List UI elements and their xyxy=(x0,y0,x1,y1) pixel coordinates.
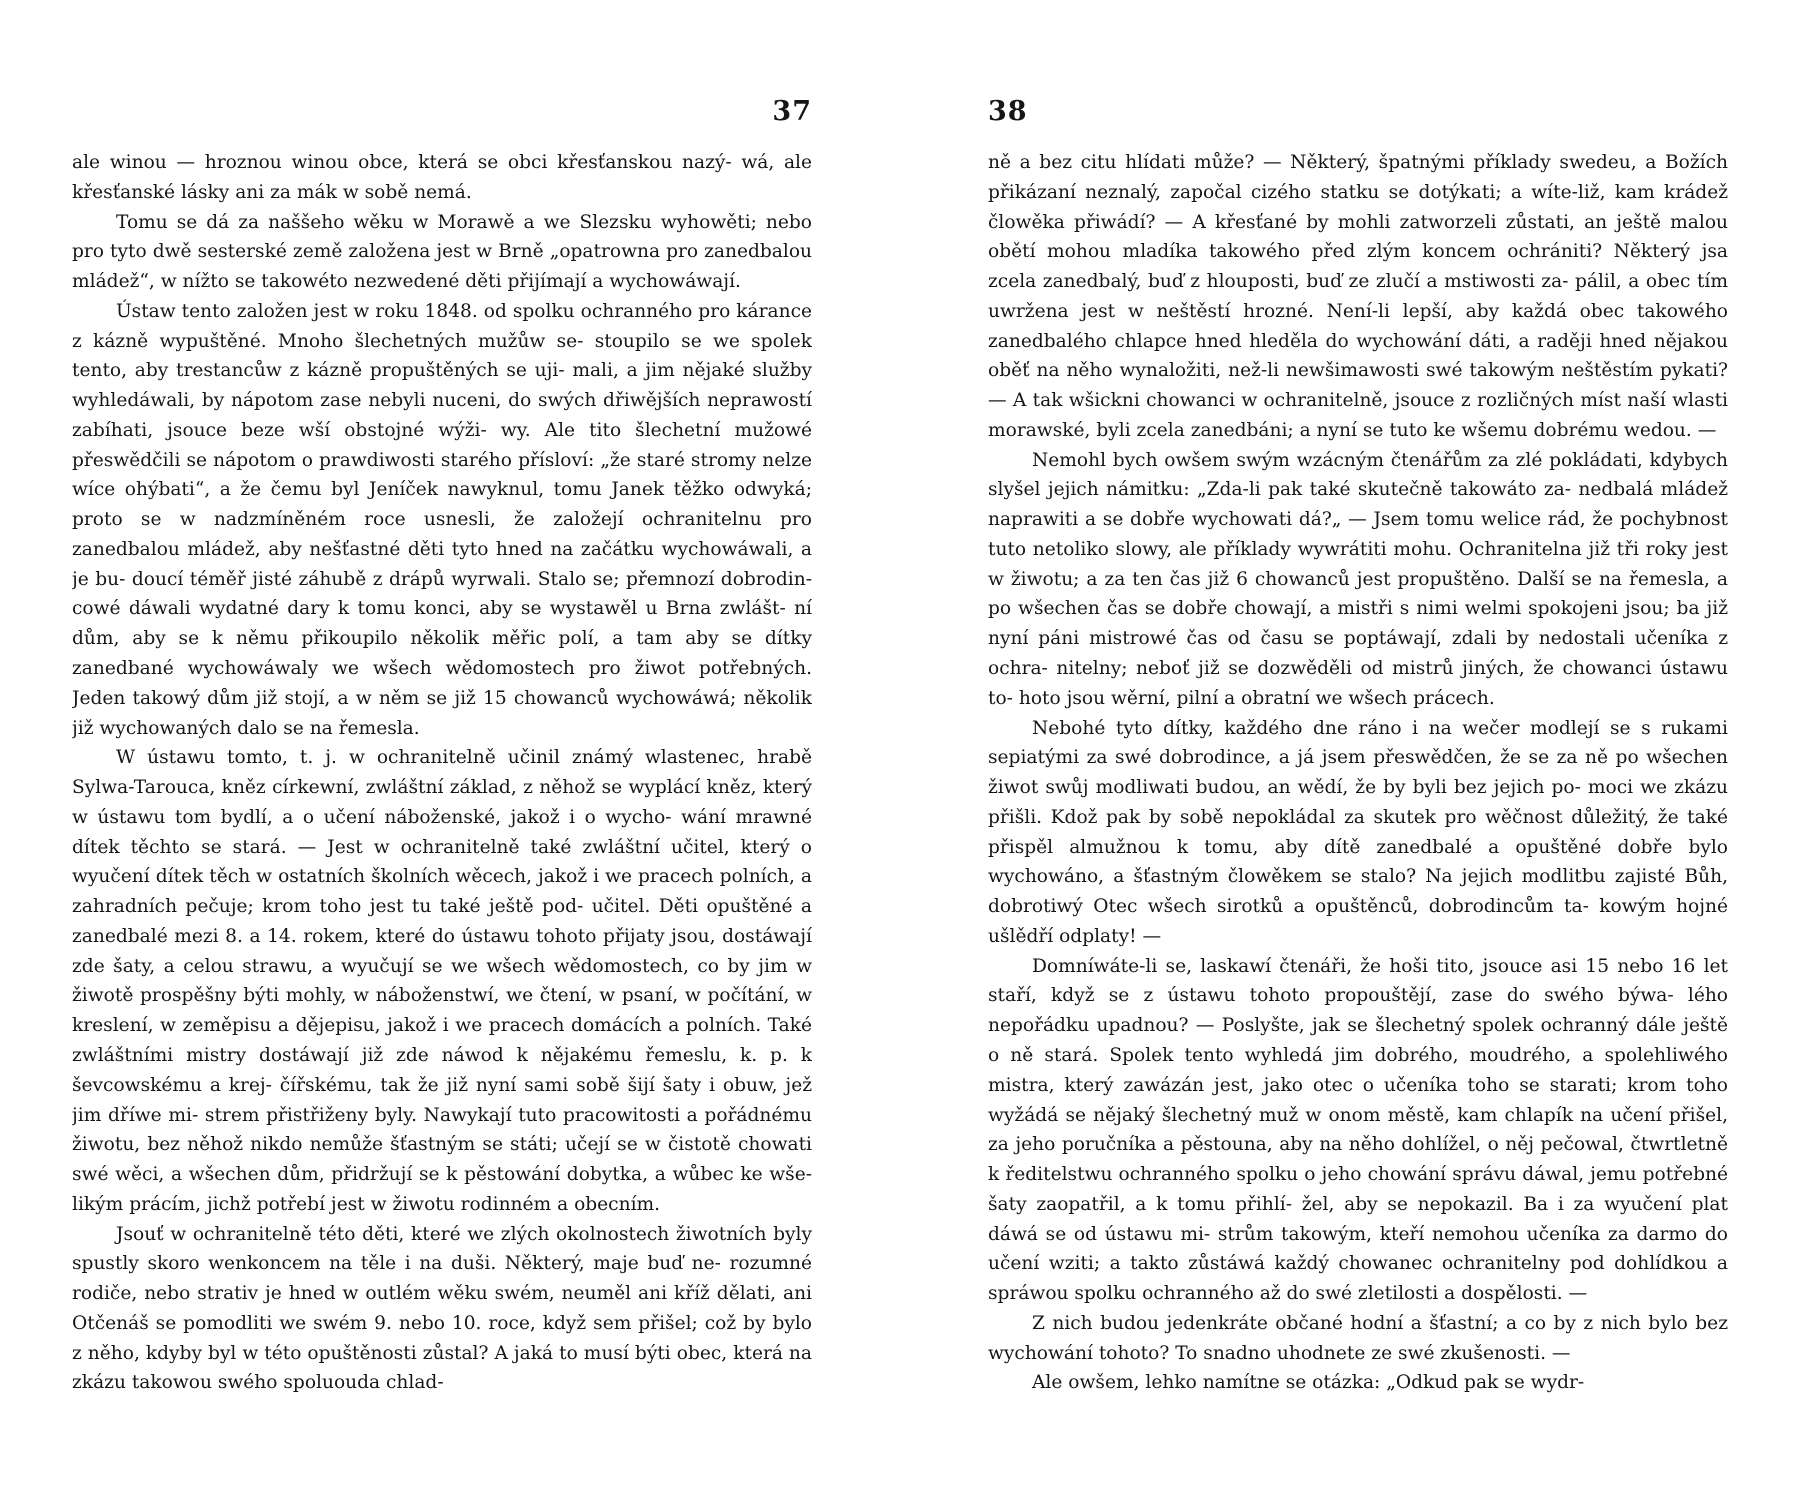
paragraph: Z nich budou jedenkráte občané hodní a šťastní; a co by z nich bylo bez wychowání tohoto? To snadno uhodnete ze swé zkušenosti. — xyxy=(988,1312,1728,1364)
book-gutter xyxy=(898,60,899,1460)
paragraph: Nebohé tyto dítky, každého dne ráno i na wečer modlejí se s rukami sepiatými za swé dobrodince, a já jsem přeswědčen, že se za ně po wšechen žiwot swůj modliwati budou, an wědí, že by byli bez jejich po- moci we zkázu přišli. Kdož pak by sobě nepokládal za skutek pro wěčnost důležitý, že také přispěl almužnou k tomu, aby dítě zanedbalé a opuštěné dobře bylo wychowáno, a šťastným člowěkem se stalo? Na jejich modlitbu zajisté Bůh, dobrotiwý Otec wšech sirotků a opuštěnců, dobrodincům ta- kowým hojné ušlědří odplaty! — xyxy=(988,717,1728,947)
paragraph: Jsouť w ochranitelně této děti, které we zlých okolnostech žiwotních byly spustly skoro wenkoncem na těle i na duši. Některý, maje buď ne- rozumné rodiče, nebo strativ je hned w outlém wěku swém, neuměl ani kříž dělati, ani Otčenáš se pomodliti we swém 9. nebo 10. roce, když sem přišel; což by bylo z něho, kdyby byl w této opuštěnosti zůstal? A jaká to musí býti obec, která na zkázu takowou swého spoluouda chlad- xyxy=(72,1223,812,1394)
page-number: 37 xyxy=(772,96,812,127)
paragraph: Domníwáte-li se, laskawí čtenáři, že hoši tito, jsouce asi 15 nebo 16 let staří, když se z ústawu tohoto propouštějí, zase do swého býwa- lého nepořádku upadnou? — Poslyšte, jak se šlechetný spolek ochranný dále ještě o ně stará. Spolek tento wyhledá jim dobrého, moudrého, a spolehliwého mistra, který zawázán jest, jako otec o učeníka toho se starati; krom toho wyžádá se nějaký šlechetný muž w onom městě, kam chlapík na učení přišel, za jeho poručníka a pěstouna, aby na něho dohlížel, o něj pečowal, čtwrtletně k ředitelstwu ochranného spolku o jeho chowání správu dáwal, jemu potřebné šaty zaopatřil, a k tomu přihlí- žel, aby se nepokazil. Ba i za wyučení plat dáwá se od ústawu mi- strům takowým, kteří nemohou učeníka za darmo do učení wziti; a takto zůstáwá každý chowanec ochranitelny pod dohlídkou a spráwou spolku ochranného až do swé zletilosti a dospělosti. — xyxy=(988,955,1728,1305)
page-text xyxy=(988,148,1728,1398)
paragraph: Tomu se dá za naššeho wěku w Morawě a we Slezsku wyhowěti; nebo pro tyto dwě sesterské země založena jest w Brně „opatrowna pro zanedbalou mládež“, w nížto se takowéto nezwedené děti přijímají a wychowáwají. xyxy=(72,211,812,293)
paragraph: W ústawu tomto, t. j. w ochranitelně učinil známý wlastenec, hrabě Sylwa-Tarouca, kněz církewní, zwláštní základ, z něhož se wyplácí kněz, který w ústawu tom bydlí, a o učení náboženské, jakož i o wycho- wání mrawné dítek těchto se stará. — Jest w ochranitelně také zwláštní učitel, který o wyučení dítek těch w ostatních školních wěcech, jakož i we pracech polních, a zahradních pečuje; krom toho jest tu také ještě pod- učitel. Děti opuštěné a zanedbalé mezi 8. a 14. rokem, které do ústawu tohoto přijaty jsou, dostáwají zde šaty, a celou strawu, a wyučují se we wšech wědomostech, co by jim w žiwotě prospěšny býti mohly, w náboženstwí, we čtení, w psaní, w počítání, w kreslení, w zeměpisu a dějepisu, jakož i we pracech domácích a polních. Také zwláštními mistry dostáwají již zde náwod k nějakému řemeslu, k. p. k ševcowskému a krej- čířskému, tak že již nyní sami sobě šijí šaty i obuw, jež jim dříwe mi- strem přistřiženy byly. Nawykají tuto pracowitosti a pořádnému žiwotu, bez něhož nikdo nemůže šťastným se státi; učejí se w čistotě chowati swé wěci, a wšechen dům, přidržují se k pěstowání dobytka, a wůbec ke wše- likým prácím, jichž potřebí jest w žiwotu rodinném a obecním. xyxy=(72,747,812,1215)
paragraph: ale winou — hroznou winou obce, která se obci křesťanskou nazý- wá, ale křesťanské lásky ani za mák w sobě nemá. xyxy=(72,152,812,203)
paragraph: Ústaw tento založen jest w roku 1848. od spolku ochranného pro kárance z kázně wypuštěné. Mnoho šlechetných mužůw se- stoupilo se we spolek tento, aby trestancůw z kázně propuštěných se uji- mali, a jim nějaké služby wyhledáwali, by nápotom zase nebyli nuceni, do swých dřiwějších neprawostí zabíhati, jsouce beze wší obstojné wýži- wy. Ale tito šlechetní mužowé přeswědčili se nápotom o prawdiwosti starého přísloví: „že staré stromy nelze wíce ohýbati“, a že čemu byl Jeníček nawyknul, tomu Janek těžko odwyká; proto se w nadzmíněném roce usnesli, že založejí ochranitelnu pro zanedbalou mládež, aby nešťastné děti tyto hned na začátku wychowáwali, a je bu- doucí téměř jisté záhubě z drápů wyrwali. Stalo se; přemnozí dobrodin- cowé dáwali wydatné dary k tomu konci, aby se wystawěl u Brna zwlášt- ní dům, aby se k němu přikoupilo několik měřic polí, a tam aby se dítky zanedbané wychowáwaly we wšech wědomostech pro žiwot potřebných. Jeden takowý dům již stojí, a w něm se již 15 chowanců wychowáwá; několik již wychowaných dalo se na řemesla. xyxy=(72,300,812,739)
page-number: 38 xyxy=(988,96,1028,127)
paragraph: ně a bez citu hlídati může? — Některý, špatnými příklady swedeu, a Božích přikázaní neznalý, započal cizého statku se dotýkati; a wíte-liž, kam krádež člowěka přiwádí? — A křesťané by mohli zatworzeli zůstati, an ještě malou obětí mohou mladíka takowého před zlým koncem ochrániti? Některý jsa zcela zanedbalý, buď z hlouposti, buď ze zlučí a mstiwosti za- pálil, a obec tím uwržena jest w neštěstí hrozné. Není-li lepší, aby každá obec takowého zanedbaléhо chlapce hned hleděla do wychowání dáti, a raději hned nějakou oběť na něho wynaložiti, než-li newšimawosti swé takowým neštěstím pykati? — A tak wšickni chowanci w ochranitelně, jsouce z rozličných míst naší wlasti morawské, byli zcela zanedbáni; a nyní se tuto ke wšemu dobrému wedou. — xyxy=(988,152,1728,441)
paragraph: Nemohl bych owšem swým wzácným čtenářům za zlé pokládati, kdybych slyšel jejich námitku: „Zda-li pak také skutečně takowáto za- nedbalá mládež naprawiti a se dobře wychowati dá?„ — Jsem tomu welice rád, že pochybnost tuto netoliko slowy, ale příklady wywrátiti mohu. Ochranitelna již tři roky jest w žiwotu; a za ten čas již 6 chowanců jest propuštěno. Další se na řemesla, a po wšechen čas se dobře chowají, a mistři s nimi welmi spokojeni jsou; ba již nyní páni mistrowé čas od času se poptáwají, zdali by nedostali učeníka z ochra- nitelny; neboť již se dozwěděli od mistrů jiných, že chowanci ústawu to- hoto jsou wěrní, pilní a obratní we wšech prácech. xyxy=(988,449,1728,709)
page-text xyxy=(72,148,812,1398)
left-page xyxy=(72,96,812,1426)
paragraph: Ale owšem, lehko namítne se otázka: „Odkud pak se wydr- xyxy=(1032,1372,1585,1394)
right-page xyxy=(988,96,1728,1426)
